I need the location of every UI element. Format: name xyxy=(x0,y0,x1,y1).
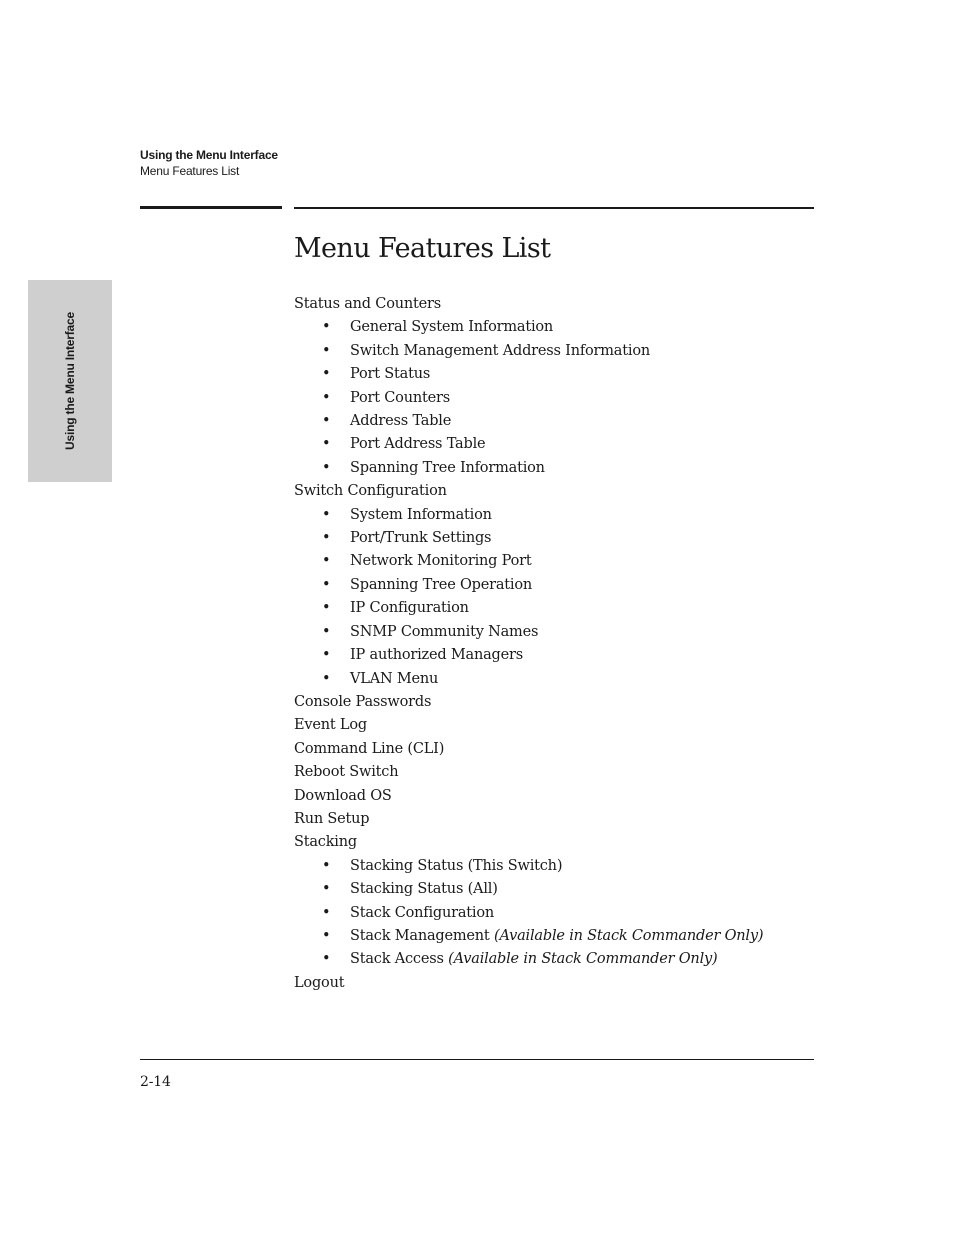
menu-feature-item-label: Network Monitoring Port xyxy=(350,553,532,570)
menu-feature-item xyxy=(294,925,814,948)
chapter-side-tab-label: Using the Menu Interface xyxy=(63,312,77,450)
menu-feature-item-label: IP authorized Managers xyxy=(350,647,523,664)
menu-feature-item-label: SNMP Community Names xyxy=(350,623,539,640)
menu-feature-item xyxy=(294,644,814,667)
bullet-icon: • xyxy=(322,857,331,874)
bullet-icon: • xyxy=(322,342,331,359)
menu-feature-section: Console Passwords xyxy=(294,693,432,710)
menu-feature-section: Run Setup xyxy=(294,810,370,827)
bullet-icon: • xyxy=(322,366,331,383)
availability-note: (Available in Stack Commander Only) xyxy=(493,927,764,944)
menu-feature-item-label: Port Counters xyxy=(350,389,450,406)
menu-feature-item-label: Stack Access xyxy=(350,951,444,968)
menu-feature-item xyxy=(294,527,814,550)
menu-feature-section: Event Log xyxy=(294,717,367,734)
running-head xyxy=(140,147,278,179)
menu-feature-item xyxy=(294,855,814,878)
menu-feature-item xyxy=(294,668,814,691)
bullet-icon: • xyxy=(322,319,331,336)
bullet-icon: • xyxy=(322,459,331,476)
menu-feature-item-label: IP Configuration xyxy=(350,600,469,617)
menu-feature-section: Switch Configuration xyxy=(294,483,447,500)
menu-feature-item xyxy=(294,316,814,339)
menu-feature-item xyxy=(294,902,814,925)
menu-feature-section: Status and Counters xyxy=(294,296,441,312)
menu-feature-item xyxy=(294,948,814,971)
menu-feature-section: Command Line (CLI) xyxy=(294,740,445,757)
bullet-icon: • xyxy=(322,530,331,547)
page-title: Menu Features List xyxy=(294,233,551,264)
bullet-icon: • xyxy=(322,670,331,687)
menu-feature-item-label: Port Address Table xyxy=(350,436,486,453)
availability-note: (Available in Stack Commander Only) xyxy=(448,951,718,968)
menu-feature-item xyxy=(294,387,814,410)
footer-rule xyxy=(140,1059,814,1060)
bullet-icon: • xyxy=(322,600,331,617)
menu-feature-item xyxy=(294,878,814,901)
bullet-icon: • xyxy=(322,904,331,921)
bullet-icon: • xyxy=(322,553,331,570)
menu-feature-item xyxy=(294,433,814,456)
bullet-icon: • xyxy=(322,389,331,406)
menu-feature-item xyxy=(294,340,814,363)
menu-feature-section: Download OS xyxy=(294,787,392,804)
running-head-chapter: Using the Menu Interface xyxy=(140,148,278,162)
bullet-icon: • xyxy=(322,413,331,430)
menu-feature-item-label: Stacking Status (All) xyxy=(350,881,498,898)
menu-feature-item-label: Stack Management xyxy=(350,927,490,944)
menu-feature-item-label: Stack Configuration xyxy=(350,904,495,921)
menu-feature-item-label: Port/Trunk Settings xyxy=(350,530,492,547)
bullet-icon: • xyxy=(322,881,331,898)
menu-feature-section: Reboot Switch xyxy=(294,764,399,781)
menu-feature-item-label: Address Table xyxy=(350,413,452,430)
menu-feature-item-label: Port Status xyxy=(350,366,431,383)
menu-feature-item xyxy=(294,457,814,480)
menu-feature-item-label: Stacking Status (This Switch) xyxy=(350,857,563,874)
bullet-icon: • xyxy=(322,576,331,593)
bullet-icon: • xyxy=(322,436,331,453)
menu-feature-item xyxy=(294,574,814,597)
bullet-icon: • xyxy=(322,623,331,640)
menu-feature-item xyxy=(294,410,814,433)
menu-feature-item xyxy=(294,621,814,644)
menu-features-list xyxy=(294,293,814,995)
bullet-icon: • xyxy=(322,951,331,968)
menu-feature-item-label: Spanning Tree Information xyxy=(350,459,545,476)
menu-feature-item-label: Switch Management Address Information xyxy=(350,342,650,359)
menu-feature-item xyxy=(294,504,814,527)
bullet-icon: • xyxy=(322,506,331,523)
menu-feature-item-label: Spanning Tree Operation xyxy=(350,576,533,593)
menu-feature-item xyxy=(294,597,814,620)
menu-feature-item-label: System Information xyxy=(350,506,492,523)
bullet-icon: • xyxy=(322,647,331,664)
page-number: 2-14 xyxy=(140,1074,171,1090)
menu-feature-item-label: VLAN Menu xyxy=(350,670,439,687)
bullet-icon: • xyxy=(322,927,331,944)
menu-feature-item-label: General System Information xyxy=(350,319,554,336)
menu-feature-section: Logout xyxy=(294,974,345,991)
menu-feature-item xyxy=(294,363,814,386)
menu-feature-item xyxy=(294,550,814,573)
menu-feature-section: Stacking xyxy=(294,834,357,851)
running-head-section: Menu Features List xyxy=(140,164,240,178)
header-rule-right xyxy=(294,207,814,209)
header-rule-left xyxy=(140,206,282,209)
